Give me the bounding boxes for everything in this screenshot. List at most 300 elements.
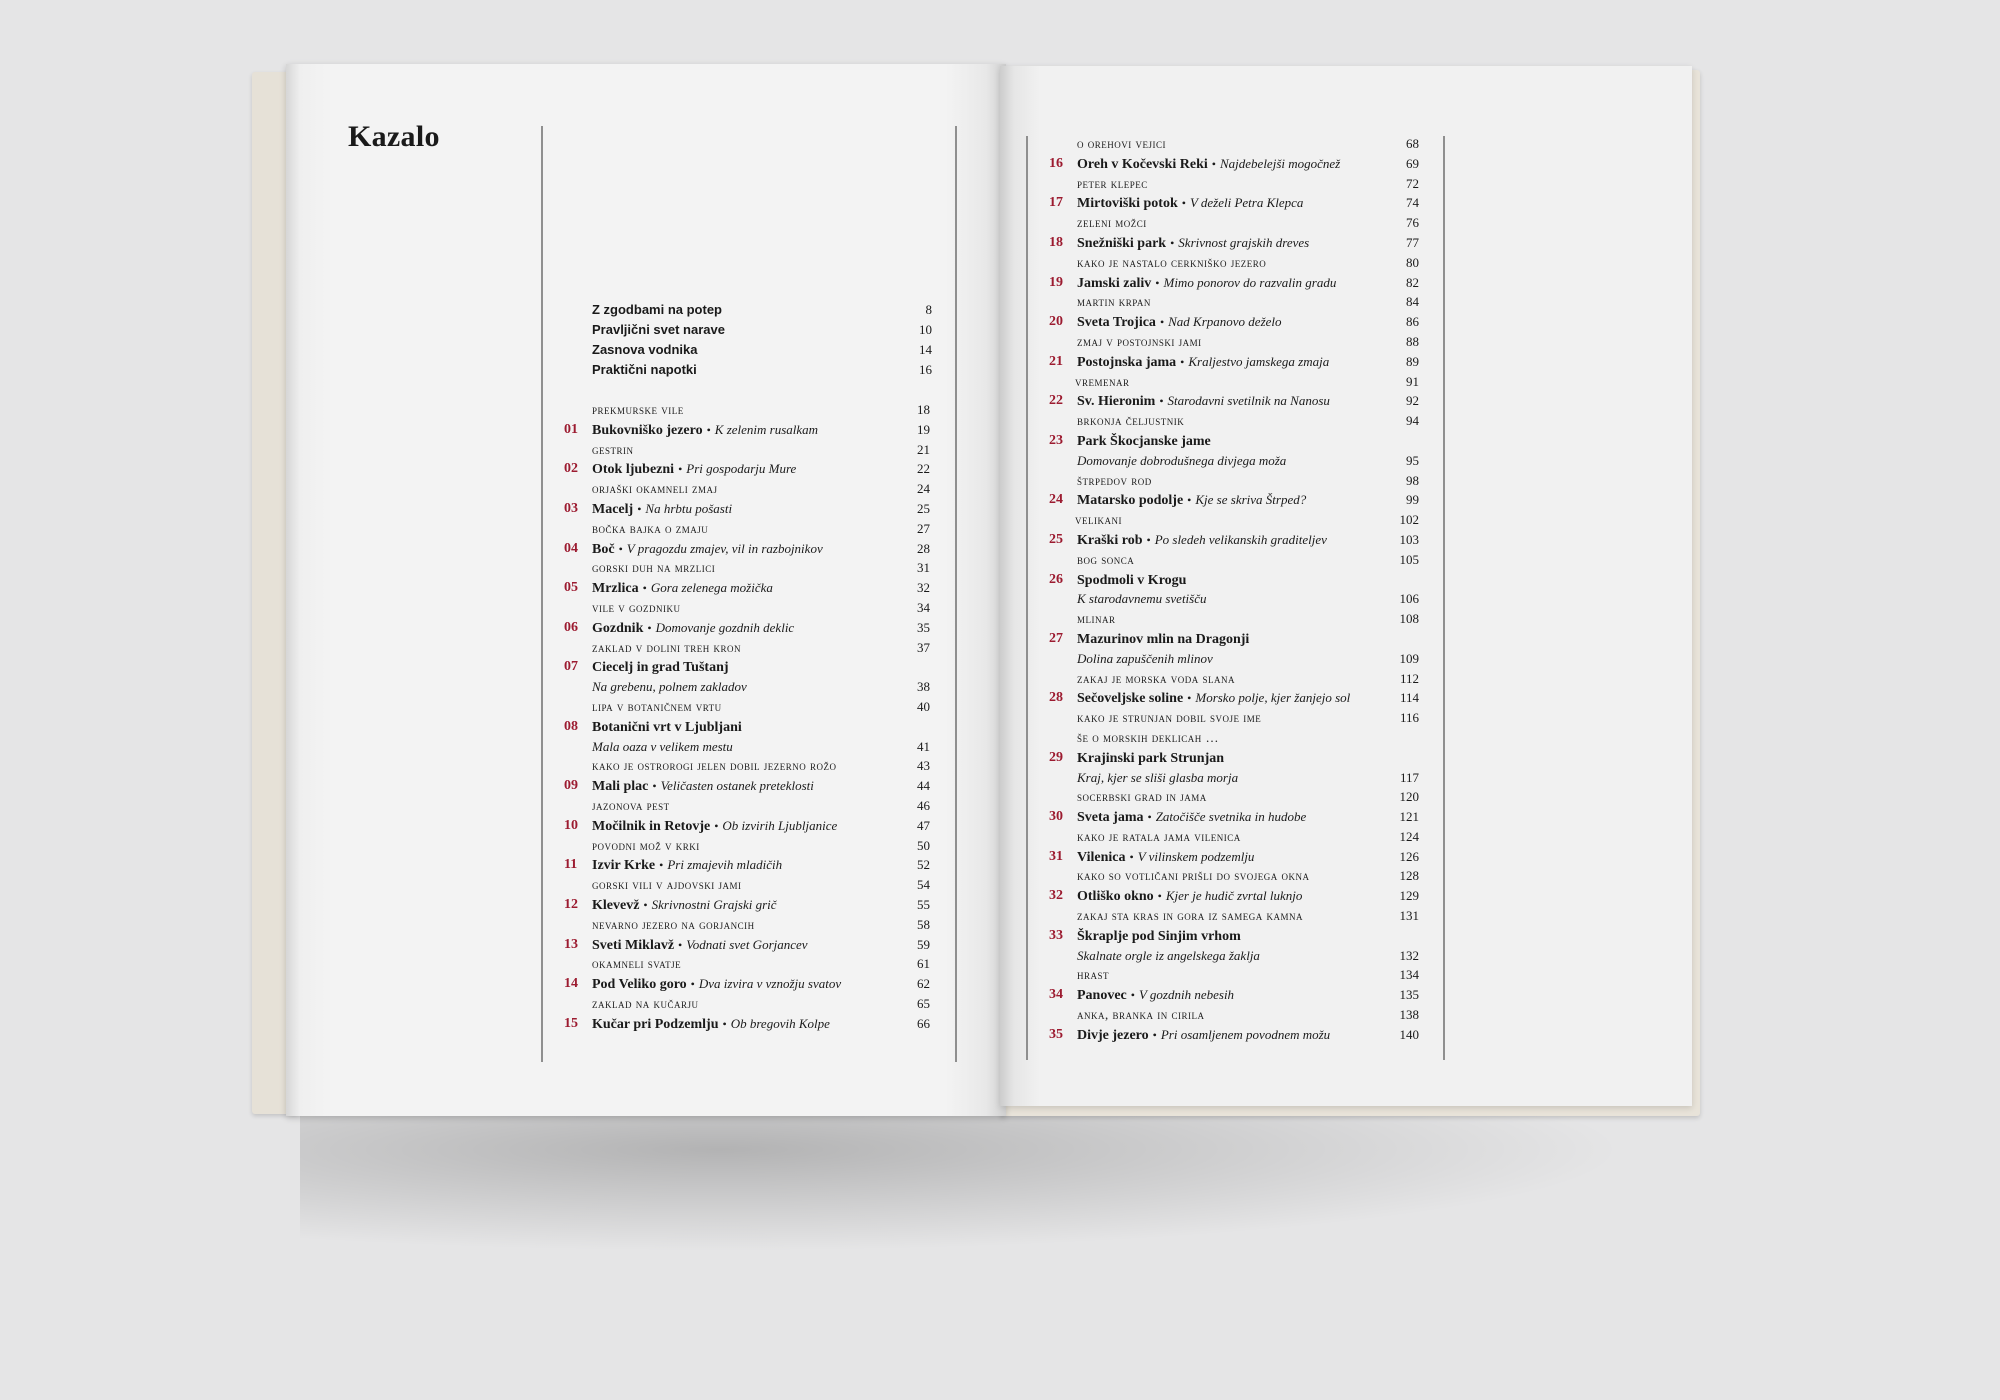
location-number: 29: [1049, 749, 1063, 765]
legend-title: zakaj je morska voda slana: [1077, 670, 1236, 686]
legend-title: kako je strunjan dobil svoje ime: [1077, 710, 1262, 726]
location-number: 33: [1049, 927, 1063, 943]
location-title: Mazurinov mlin na Dragonji: [1077, 631, 1250, 647]
legend-title: nevarno jezero na gorjancih: [592, 916, 755, 932]
toc-location-entry[interactable]: [1049, 570, 1419, 590]
page-number: 120: [1399, 789, 1419, 805]
page-number: 34: [917, 599, 930, 615]
bullet-separator: •: [678, 937, 683, 952]
toc-legend-entry[interactable]: [1077, 174, 1419, 194]
bullet-separator: •: [1211, 156, 1216, 171]
page-number: 124: [1399, 828, 1419, 844]
location-subtitle: Veličasten ostanek preteklosti: [660, 778, 814, 794]
toc-legend-entry[interactable]: [1077, 134, 1419, 154]
page-number: 50: [917, 837, 930, 853]
legend-title: mlinar: [1077, 611, 1116, 627]
page-number: 14: [919, 342, 932, 357]
toc-location-entry[interactable]: [564, 459, 930, 479]
toc-location-entry[interactable]: [564, 1014, 930, 1034]
location-title: Vilenica: [1077, 849, 1126, 865]
page-number: 99: [1406, 492, 1419, 508]
page-number: 31: [917, 560, 930, 576]
location-number: 28: [1049, 690, 1063, 706]
legend-title: orjaški okamneli zmaj: [592, 481, 718, 497]
location-title: Oreh v Kočevski Reki: [1077, 156, 1208, 172]
location-title: Jamski zaliv: [1077, 275, 1152, 291]
location-subtitle: Skrivnostni Grajski grič: [651, 896, 777, 912]
page-number: 28: [917, 540, 930, 556]
toc-legend-entry[interactable]: [1077, 1005, 1419, 1025]
page-number: 138: [1399, 1007, 1419, 1023]
page-number: 46: [917, 797, 930, 813]
toc-location-entry[interactable]: [1049, 193, 1419, 213]
toc-location-entry[interactable]: [1049, 352, 1419, 372]
page-number: 131: [1399, 908, 1419, 924]
location-subtitle: K zelenim rusalkam: [714, 421, 819, 437]
bullet-separator: •: [1170, 235, 1175, 250]
legend-title: kako so votličani prišli do svojega okna: [1077, 868, 1310, 884]
toc-location-entry[interactable]: [564, 935, 930, 955]
location-title: Mrzlica: [592, 581, 639, 597]
location-title: Krajinski park Strunjan: [1077, 750, 1225, 766]
location-number: 05: [564, 580, 578, 596]
front-matter-item[interactable]: [592, 300, 932, 320]
toc-location-entry[interactable]: [564, 539, 930, 559]
location-title: Sveta Trojica: [1077, 315, 1156, 331]
location-title: Ciecelj in grad Tuštanj: [592, 660, 729, 676]
toc-location-entry[interactable]: [564, 974, 930, 994]
front-matter-item[interactable]: [592, 320, 932, 340]
page-number: 82: [1406, 274, 1419, 290]
bullet-separator: •: [1159, 315, 1165, 330]
page-number: 61: [917, 956, 930, 972]
page-number: 16: [919, 362, 932, 377]
page-number: 88: [1406, 333, 1419, 349]
location-number: 27: [1049, 630, 1063, 646]
toc-legend-entry[interactable]: [1077, 253, 1419, 273]
legend-title: lipa v botaničnem vrtu: [592, 698, 722, 714]
legend-title: vile v gozdniku: [592, 599, 681, 615]
page-number: 21: [917, 441, 930, 457]
page-number: 52: [917, 857, 930, 873]
page-number: 74: [1406, 195, 1419, 211]
toc-legend-entry[interactable]: [1077, 728, 1419, 748]
location-subtitle: Pri osamljenem povodnem možu: [1160, 1026, 1331, 1042]
left-rule-1: [541, 126, 543, 1062]
toc-location-entry[interactable]: [1049, 688, 1419, 708]
location-title: Otliško okno: [1077, 889, 1154, 905]
page-number: 128: [1399, 868, 1419, 884]
location-subtitle: Pri gospodarju Mure: [686, 461, 797, 477]
page-number: 126: [1399, 848, 1419, 864]
legend-title: jazonova pest: [592, 797, 670, 813]
page-number: 8: [925, 302, 932, 317]
legend-title: socerbski grad in jama: [1077, 789, 1207, 805]
page-number: 80: [1406, 254, 1419, 270]
location-title: Izvir Krke: [592, 858, 656, 874]
legend-title: anka, branka in cirila: [1077, 1007, 1205, 1023]
legend-title: zakaj sta kras in gora iz samega kamna: [1077, 908, 1304, 924]
location-subtitle: Dva izvira v vznožju svatov: [698, 976, 842, 992]
toc-location-entry[interactable]: [1049, 748, 1419, 768]
location-subtitle: V vilinskem podzemlju: [1137, 848, 1255, 864]
legend-title: martin krpan: [1077, 294, 1151, 310]
location-number: 06: [564, 619, 578, 635]
page-number: 59: [917, 936, 930, 952]
legend-title: hrast: [1077, 967, 1110, 983]
location-number: 01: [564, 421, 578, 437]
page-number: 37: [917, 639, 930, 655]
location-subtitle: Nad Krpanovo deželo: [1168, 314, 1282, 330]
toc-location-entry[interactable]: [564, 816, 930, 836]
toc-location-entry[interactable]: [564, 717, 930, 737]
legend-title: kako je ratala jama vilenica: [1077, 828, 1241, 844]
toc-subtitle-line[interactable]: [592, 737, 930, 757]
toc-location-entry[interactable]: [564, 618, 930, 638]
page-number: 41: [917, 738, 930, 754]
location-number: 25: [1049, 531, 1063, 547]
toc-legend-entry[interactable]: [1077, 827, 1419, 847]
legend-title: štrpedov rod: [1077, 472, 1152, 488]
toc-legend-entry[interactable]: [1077, 471, 1419, 491]
page-number: 132: [1399, 947, 1419, 963]
location-title: Macelj: [592, 501, 634, 517]
page-number: 66: [917, 1015, 930, 1031]
legend-title: zeleni možci: [1077, 215, 1147, 231]
location-title: Gozdnik: [592, 620, 644, 636]
location-number: 04: [564, 540, 578, 556]
toc-legend-entry[interactable]: [1077, 609, 1419, 629]
legend-title: o orehovi vejici: [1077, 136, 1166, 151]
toc-legend-entry[interactable]: [1077, 292, 1419, 312]
legend-title: gorski vili v ajdovski jami: [592, 877, 742, 893]
location-subtitle: Kraljestvo jamskega zmaja: [1188, 353, 1330, 369]
location-number: 14: [564, 976, 578, 992]
location-number: 11: [564, 857, 578, 873]
toc-legend-entry[interactable]: [1077, 550, 1419, 570]
location-title: Klevevž: [592, 897, 640, 913]
location-title: Postojnska jama: [1077, 354, 1177, 370]
toc-subtitle-line[interactable]: [1077, 451, 1419, 471]
location-subtitle: Kjer je hudič zvrtal luknjo: [1165, 888, 1303, 904]
page-number: 114: [1399, 690, 1419, 706]
legend-title: peter klepec: [1077, 175, 1148, 191]
location-title: Boč: [592, 541, 615, 557]
location-subtitle: Domovanje gozdnih deklic: [655, 619, 795, 635]
location-number: 20: [1049, 314, 1063, 330]
location-number: 32: [1049, 888, 1063, 904]
toc-location-entry[interactable]: [1049, 431, 1419, 451]
bullet-separator: •: [637, 501, 642, 516]
toc-legend-entry[interactable]: [592, 915, 930, 935]
page-number: 62: [917, 976, 930, 992]
location-subtitle: Pri zmajevih mladičih: [667, 857, 783, 873]
toc-legend-entry[interactable]: [592, 638, 930, 658]
legend-title: bog sonca: [1077, 551, 1135, 567]
page-number: 44: [917, 778, 930, 794]
page-number: 18: [917, 402, 930, 417]
toc-subtitle-line[interactable]: [1077, 946, 1419, 966]
bullet-separator: •: [1187, 691, 1192, 706]
legend-title: zaklad v dolini treh kron: [592, 639, 741, 655]
toc-legend-entry[interactable]: [592, 479, 930, 499]
legend-title: zaklad na kučarju: [592, 995, 699, 1011]
bullet-separator: •: [643, 897, 648, 912]
toc-location-entry[interactable]: [1049, 273, 1419, 293]
toc-legend-entry[interactable]: [592, 440, 930, 460]
toc-location-entry[interactable]: [1049, 985, 1419, 1005]
page-number: 91: [1406, 373, 1419, 389]
legend-title: vremenar: [1075, 373, 1130, 389]
bullet-separator: •: [1155, 275, 1160, 290]
location-number: 18: [1049, 234, 1063, 250]
toc-subtitle-line[interactable]: [1077, 589, 1419, 609]
location-number: 24: [1049, 492, 1063, 508]
location-title: Matarsko podolje: [1077, 493, 1184, 509]
toc-legend-entry[interactable]: [592, 598, 930, 618]
page-number: 140: [1399, 1026, 1419, 1042]
page-number: 77: [1406, 234, 1419, 250]
bullet-separator: •: [1147, 810, 1152, 825]
toc-legend-entry[interactable]: [1077, 787, 1419, 807]
page-number: 65: [917, 995, 930, 1011]
toc-subtitle-line[interactable]: [1077, 649, 1419, 669]
location-title: Kučar pri Podzemlju: [592, 1016, 719, 1032]
toc-location-entry[interactable]: [564, 499, 930, 519]
toc-legend-entry[interactable]: [592, 519, 930, 539]
page-number: 47: [917, 817, 930, 833]
page-number: 22: [917, 461, 930, 477]
location-number: 16: [1049, 155, 1063, 171]
bullet-separator: •: [1130, 988, 1135, 1003]
toc-legend-entry[interactable]: [592, 697, 930, 717]
location-subtitle: Gora zelenega možička: [650, 580, 773, 596]
toc-legend-entry[interactable]: [592, 875, 930, 895]
legend-title: brkonja čeljustnik: [1077, 413, 1185, 429]
location-subtitle: Dolina zapuščenih mlinov: [1077, 650, 1213, 666]
legend-title: še o morskih deklicah …: [1077, 729, 1220, 745]
legend-title: kako je ostrorogi jelen dobil jezerno rožo: [592, 758, 837, 774]
location-number: 15: [564, 1015, 578, 1031]
location-subtitle: V pragozdu zmajev, vil in razbojnikov: [626, 540, 823, 556]
location-number: 22: [1049, 393, 1063, 409]
location-title: Sečoveljske soline: [1077, 691, 1184, 707]
location-subtitle: Na hrbtu pošasti: [645, 500, 733, 516]
toc-location-entry[interactable]: [1049, 154, 1419, 174]
toc-location-entry[interactable]: [1049, 629, 1419, 649]
location-number: 02: [564, 461, 578, 477]
bullet-separator: •: [647, 620, 652, 635]
page-number: 40: [917, 698, 930, 714]
location-title: Spodmoli v Krogu: [1077, 572, 1187, 588]
page-number: 54: [917, 877, 930, 893]
toc-location-entry[interactable]: [564, 420, 930, 440]
location-subtitle: Vodnati svet Gorjancev: [686, 936, 808, 952]
toc-legend-entry[interactable]: [1077, 965, 1419, 985]
toc-location-entry[interactable]: [1049, 312, 1419, 332]
page-number: 58: [917, 916, 930, 932]
location-number: 12: [564, 896, 578, 912]
bullet-separator: •: [1180, 354, 1185, 369]
location-number: 35: [1049, 1026, 1063, 1042]
bullet-separator: •: [1129, 849, 1134, 864]
location-title: Bukovniško jezero: [592, 422, 703, 438]
location-number: 08: [564, 718, 578, 734]
right-rule-1: [1026, 136, 1028, 1060]
page-number: 92: [1406, 393, 1419, 409]
toc-legend-entry[interactable]: [592, 836, 930, 856]
toc-legend-entry[interactable]: [592, 954, 930, 974]
page-number: 10: [919, 322, 932, 337]
page-number: 134: [1399, 967, 1419, 983]
page-number: 112: [1399, 670, 1419, 686]
page-number: 84: [1406, 294, 1419, 310]
location-title: Mirtoviški potok: [1077, 196, 1178, 212]
bullet-separator: •: [706, 422, 711, 437]
toc-location-entry[interactable]: [1049, 1025, 1419, 1045]
page-number: 109: [1399, 650, 1419, 666]
legend-title: okamneli svatje: [592, 956, 682, 972]
bullet-separator: •: [659, 858, 664, 873]
bullet-separator: •: [652, 779, 657, 794]
front-matter-title: Z zgodbami na potep: [592, 302, 722, 317]
page-number: 135: [1399, 987, 1419, 1003]
toc-legend-entry[interactable]: [592, 994, 930, 1014]
page-number: 95: [1406, 452, 1419, 468]
location-subtitle: Ob bregovih Kolpe: [730, 1015, 830, 1031]
page-number: 117: [1399, 769, 1419, 785]
right-rule-2: [1443, 136, 1445, 1060]
front-matter-item[interactable]: [592, 360, 932, 380]
location-number: 21: [1049, 353, 1063, 369]
location-number: 26: [1049, 571, 1063, 587]
legend-title: prekmurske vile: [592, 402, 684, 417]
toc-legend-entry[interactable]: [592, 756, 930, 776]
page-number: 102: [1399, 512, 1419, 528]
front-matter-title: Zasnova vodnika: [592, 342, 698, 357]
toc-subtitle-line[interactable]: [592, 677, 930, 697]
page-number: 86: [1406, 314, 1419, 330]
page-number: 24: [917, 481, 930, 497]
page-number: 35: [917, 619, 930, 635]
page-number: 68: [1406, 136, 1419, 151]
toc-location-entry[interactable]: [564, 895, 930, 915]
toc-location-entry[interactable]: [1049, 886, 1419, 906]
bullet-separator: •: [1159, 394, 1164, 409]
toc-location-entry[interactable]: [1049, 391, 1419, 411]
toc-location-entry[interactable]: [1049, 490, 1419, 510]
toc-location-entry[interactable]: [1049, 926, 1419, 946]
left-toc-list: [564, 400, 930, 1034]
toc-legend-entry[interactable]: [592, 558, 930, 578]
bullet-separator: •: [1146, 532, 1151, 547]
toc-location-entry[interactable]: [564, 578, 930, 598]
page-number: 19: [917, 421, 930, 437]
location-title: Sveti Miklavž: [592, 937, 675, 953]
toc-legend-entry[interactable]: [1077, 866, 1419, 886]
page-number: 55: [917, 896, 930, 912]
toc-legend-entry[interactable]: [1077, 906, 1419, 926]
front-matter-title: Pravljični svet narave: [592, 322, 725, 337]
legend-title: gestrin: [592, 441, 634, 457]
location-subtitle: Skrivnost grajskih dreves: [1178, 234, 1310, 250]
toc-location-entry[interactable]: [564, 776, 930, 796]
page-number: 76: [1406, 215, 1419, 231]
legend-title: gorski duh na mrzlici: [592, 560, 716, 576]
location-subtitle: Mala oaza v velikem mestu: [592, 738, 733, 754]
location-subtitle: V gozdnih nebesih: [1138, 987, 1235, 1003]
toc-legend-entry[interactable]: [1077, 708, 1419, 728]
location-number: 07: [564, 659, 578, 675]
toc-location-entry[interactable]: [564, 855, 930, 875]
location-number: 30: [1049, 809, 1063, 825]
location-title: Sveta jama: [1077, 810, 1144, 826]
toc-location-entry[interactable]: [1049, 233, 1419, 253]
location-number: 10: [564, 817, 578, 833]
toc-legend-entry[interactable]: [592, 796, 930, 816]
location-subtitle: Zatočišče svetnika in hudobe: [1155, 809, 1307, 825]
location-title: Divje jezero: [1077, 1027, 1149, 1043]
bullet-separator: •: [690, 977, 695, 992]
location-title: Kraški rob: [1077, 532, 1143, 548]
page-number: 103: [1399, 531, 1419, 547]
location-subtitle: Morsko polje, kjer žanjejo sol: [1195, 690, 1351, 706]
location-subtitle: Kje se skriva Štrped?: [1195, 492, 1307, 508]
legend-title: velikani: [1075, 512, 1122, 528]
toc-legend-entry[interactable]: [1077, 332, 1419, 352]
legend-title: zmaj v postojnski jami: [1077, 333, 1202, 349]
left-rule-2: [955, 126, 957, 1062]
location-subtitle: Kraj, kjer se sliši glasba morja: [1077, 769, 1239, 785]
toc-location-entry[interactable]: [1049, 807, 1419, 827]
page-number: 108: [1399, 611, 1419, 627]
page-number: 94: [1406, 413, 1419, 429]
toc-legend-entry[interactable]: [1075, 372, 1419, 392]
page-number: 116: [1399, 710, 1419, 726]
toc-subtitle-line[interactable]: [1077, 768, 1419, 788]
location-title: Škrapljе pod Sinjim vrhom: [1077, 928, 1241, 944]
location-title: Mali plac: [592, 779, 649, 795]
page-number: 69: [1406, 155, 1419, 171]
toc-location-entry[interactable]: [564, 657, 930, 677]
legend-title: povodni mož v krki: [592, 837, 700, 853]
legend-title: kako je nastalo cerkniško jezero: [1077, 254, 1267, 270]
front-matter-item[interactable]: [592, 340, 932, 360]
toc-legend-entry[interactable]: [1077, 411, 1419, 431]
bullet-separator: •: [1152, 1027, 1157, 1042]
location-title: Park Škocjanske jame: [1077, 433, 1211, 449]
toc-location-entry[interactable]: [1049, 530, 1419, 550]
page-number: 43: [917, 758, 930, 774]
location-subtitle: Mimo ponorov do razvalin gradu: [1163, 274, 1337, 290]
location-subtitle: Najdebelejši mogočnež: [1220, 155, 1341, 171]
toc-location-entry[interactable]: [1049, 847, 1419, 867]
location-number: 09: [564, 778, 578, 794]
location-number: 19: [1049, 274, 1063, 290]
location-subtitle: Na grebenu, polnem zakladov: [592, 679, 747, 695]
page-number: 106: [1399, 591, 1419, 607]
toc-legend-entry[interactable]: [1077, 213, 1419, 233]
toc-legend-entry[interactable]: [1075, 510, 1419, 530]
location-title: Botanični vrt v Ljubljani: [592, 719, 742, 735]
legend-title: bočka bajka o zmaju: [592, 520, 709, 536]
location-title: Pod Veliko goro: [592, 977, 687, 993]
location-subtitle: Ob izvirih Ljubljanice: [722, 817, 838, 833]
page-number: 98: [1406, 472, 1419, 488]
toc-legend-entry[interactable]: [592, 400, 930, 420]
toc-legend-entry[interactable]: [1077, 669, 1419, 689]
bullet-separator: •: [1181, 196, 1186, 211]
